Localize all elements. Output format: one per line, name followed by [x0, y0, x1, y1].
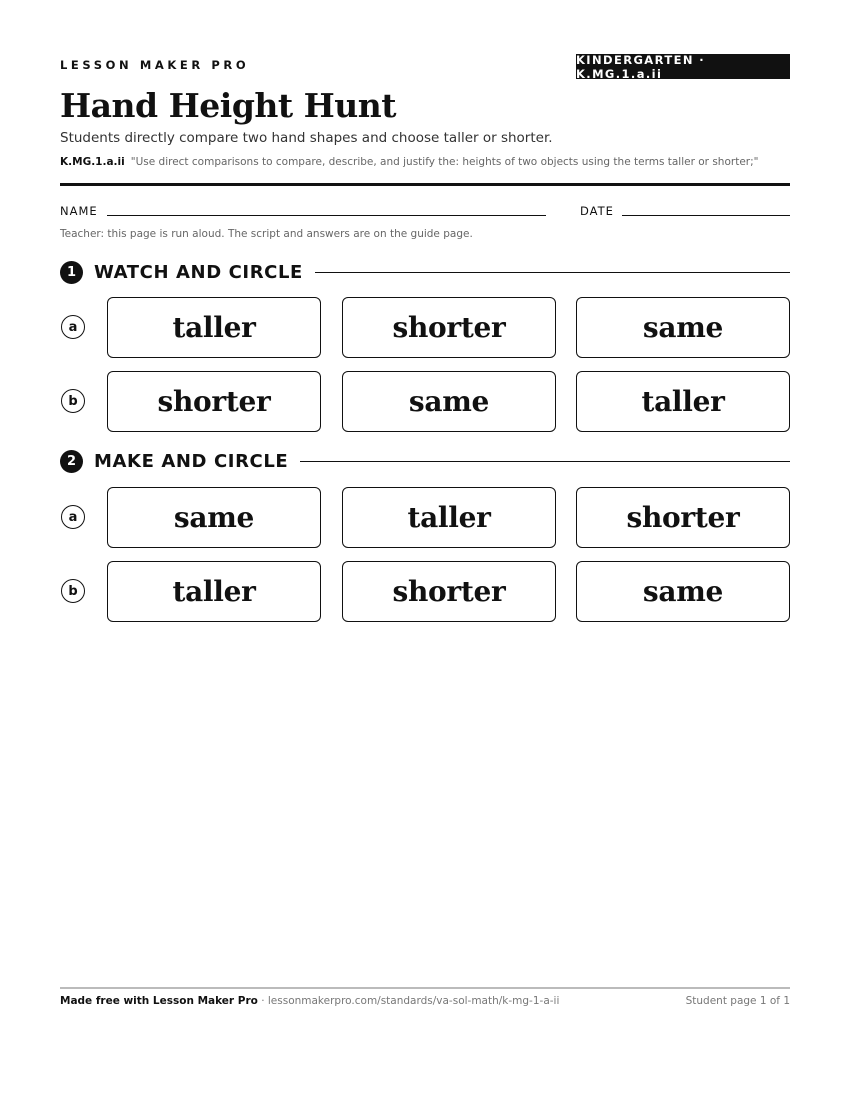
section-make-and-circle: [60, 449, 790, 473]
section-divider: [315, 272, 790, 273]
brand-name: LESSON MAKER PRO: [60, 58, 250, 72]
choice-shorter[interactable]: shorter: [342, 561, 556, 622]
section-watch-and-circle: [60, 260, 790, 284]
header-divider: [60, 183, 790, 186]
standard-line: [60, 156, 758, 168]
name-field[interactable]: [107, 215, 546, 216]
choice-shorter[interactable]: shorter: [342, 297, 556, 358]
page-subtitle: Students directly compare two hand shapes and choose taller or shorter.: [60, 130, 553, 146]
name-label: NAME: [60, 204, 98, 218]
footer-divider: [60, 987, 790, 989]
question-row: [60, 297, 790, 359]
footer-credit: [60, 995, 559, 1007]
choice-same[interactable]: same: [576, 561, 790, 622]
teacher-note: Teacher: this page is run aloud. The script and answers are on the guide page.: [60, 228, 473, 240]
question-row: [60, 561, 790, 623]
row-label: b: [61, 389, 85, 413]
footer-page-number: Student page 1 of 1: [685, 995, 790, 1007]
row-label: b: [61, 579, 85, 603]
row-label: a: [61, 315, 85, 339]
date-label: DATE: [580, 204, 614, 218]
standard-text: "Use direct comparisons to compare, describe, and justify the: heights of two objects using the terms taller or shorter;": [130, 156, 759, 168]
choice-taller[interactable]: taller: [107, 561, 321, 622]
choice-taller[interactable]: taller: [576, 371, 790, 432]
choice-same[interactable]: same: [576, 297, 790, 358]
date-field[interactable]: [622, 215, 790, 216]
row-label: a: [61, 505, 85, 529]
choice-same[interactable]: same: [107, 487, 321, 548]
section-number: 2: [60, 450, 83, 473]
worksheet-page: [60, 0, 790, 1100]
section-number: 1: [60, 261, 83, 284]
choice-taller[interactable]: taller: [342, 487, 556, 548]
question-row: [60, 371, 790, 433]
choice-shorter[interactable]: shorter: [576, 487, 790, 548]
choice-same[interactable]: same: [342, 371, 556, 432]
section-title: WATCH AND CIRCLE: [94, 261, 303, 283]
footer-made-with: Made free with Lesson Maker Pro: [60, 995, 258, 1007]
choice-shorter[interactable]: shorter: [107, 371, 321, 432]
page-title: Hand Height Hunt: [60, 86, 397, 125]
grade-badge: KINDERGARTEN · K.MG.1.a.ii: [576, 54, 790, 79]
section-divider: [300, 461, 790, 462]
choice-taller[interactable]: taller: [107, 297, 321, 358]
question-row: [60, 487, 790, 549]
footer-url[interactable]: · lessonmakerpro.com/standards/va-sol-math/k-mg-1-a-ii: [257, 995, 560, 1007]
section-title: MAKE AND CIRCLE: [94, 450, 289, 472]
standard-code: K.MG.1.a.ii: [60, 156, 125, 168]
